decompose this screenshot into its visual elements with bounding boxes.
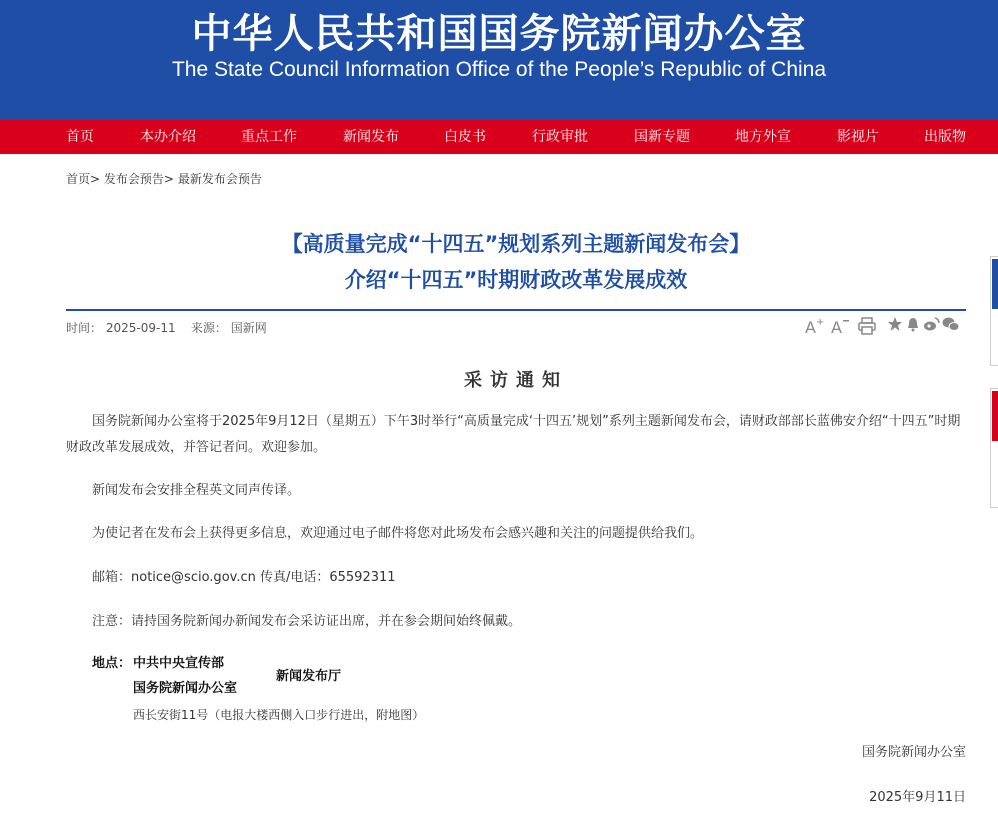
signature-date: 2025年9月11日 <box>869 790 966 805</box>
note-line: 注意：请持国务院新闻办新闻发布会采访证出席，并在参会期间始终佩戴。 <box>92 614 522 629</box>
time-label: 时间： <box>66 321 103 335</box>
nav-item-publications[interactable]: 出版物 <box>924 129 966 145</box>
side-tab-red-mark <box>992 391 998 441</box>
svg-text:+: + <box>816 317 824 328</box>
article-tools <box>804 316 964 336</box>
notice-title: 采访通知 <box>464 370 568 391</box>
breadcrumb-separator: > <box>163 172 174 186</box>
side-float-tab-red[interactable] <box>990 388 998 508</box>
site-title-en: The State Council Information Office of the People’s Republic of China <box>171 58 827 81</box>
notice-paragraph-1: 国务院新闻办公室将于2025年9月12日（星期五）下午3时举行“高质量完成‘十四五’规划”系列主题新闻发布会，请财政部部长蓝佛安介绍“十四五”时期财政改革发展成效，并答记者问。欢迎参加。 <box>66 414 961 455</box>
breadcrumb-press-preview[interactable]: 发布会预告 <box>103 172 164 186</box>
svg-text:A: A <box>805 318 816 336</box>
qzone-icon[interactable] <box>905 316 921 332</box>
location-label: 地点： <box>92 656 132 671</box>
wechat-icon[interactable] <box>942 316 960 332</box>
breadcrumb-home[interactable]: 首页 <box>66 172 91 186</box>
source-label: 来源： <box>190 321 227 335</box>
time-value: 2025-09-11 <box>105 321 176 335</box>
breadcrumb-latest-preview[interactable]: 最新发布会预告 <box>177 172 262 186</box>
article-meta <box>66 319 267 336</box>
location-org-1: 中共中央宣传部 <box>133 656 225 671</box>
nav-item-admin-approval[interactable]: 行政审批 <box>532 129 588 145</box>
nav-item-key-work[interactable]: 重点工作 <box>241 129 297 145</box>
print-icon[interactable] <box>857 316 877 336</box>
notice-paragraph-2: 新闻发布会安排全程英文同声传译。 <box>92 483 301 498</box>
star-icon[interactable] <box>887 316 903 332</box>
weibo-icon[interactable] <box>923 316 941 332</box>
nav-item-topics[interactable]: 国新专题 <box>634 129 690 145</box>
side-tab-blue-mark <box>992 259 998 309</box>
nav-item-about[interactable]: 本办介绍 <box>140 129 196 145</box>
font-decrease-icon[interactable] <box>830 316 850 336</box>
font-increase-icon[interactable] <box>804 316 824 336</box>
headline-divider <box>66 309 966 311</box>
nav-item-films[interactable]: 影视片 <box>837 129 879 145</box>
article-headline-line1: 【高质量完成“十四五”规划系列主题新闻发布会】 <box>281 232 751 256</box>
source-value: 国新网 <box>230 321 267 335</box>
svg-text:A: A <box>831 318 842 336</box>
location-org-2: 国务院新闻办公室 <box>133 681 238 696</box>
nav-item-white-paper[interactable]: 白皮书 <box>444 129 486 145</box>
breadcrumb-separator: > <box>90 172 101 186</box>
notice-paragraph-3: 为使记者在发布会上获得更多信息，欢迎通过电子邮件将您对此场发布会感兴趣和关注的问题提供给我们。 <box>92 526 704 541</box>
signature-org: 国务院新闻办公室 <box>861 745 966 760</box>
side-float-tab-blue[interactable] <box>990 256 998 366</box>
article-headline-line2: 介绍“十四五”时期财政改革发展成效 <box>344 268 688 292</box>
site-title-cn: 中华人民共和国国务院新闻办公室 <box>191 11 807 57</box>
location-address[interactable]: 西长安街11号（电报大楼西侧入口步行进出，附地图） <box>133 708 425 722</box>
contact-line: 邮箱：notice@scio.gov.cn 传真/电话：65592311 <box>92 570 396 585</box>
site-header <box>0 0 998 120</box>
location-hall: 新闻发布厅 <box>276 669 342 684</box>
nav-item-news-release[interactable]: 新闻发布 <box>343 129 399 145</box>
breadcrumb <box>66 170 262 187</box>
nav-item-local-publicity[interactable]: 地方外宣 <box>735 129 791 145</box>
nav-item-home[interactable]: 首页 <box>66 129 94 145</box>
main-nav <box>0 120 998 154</box>
